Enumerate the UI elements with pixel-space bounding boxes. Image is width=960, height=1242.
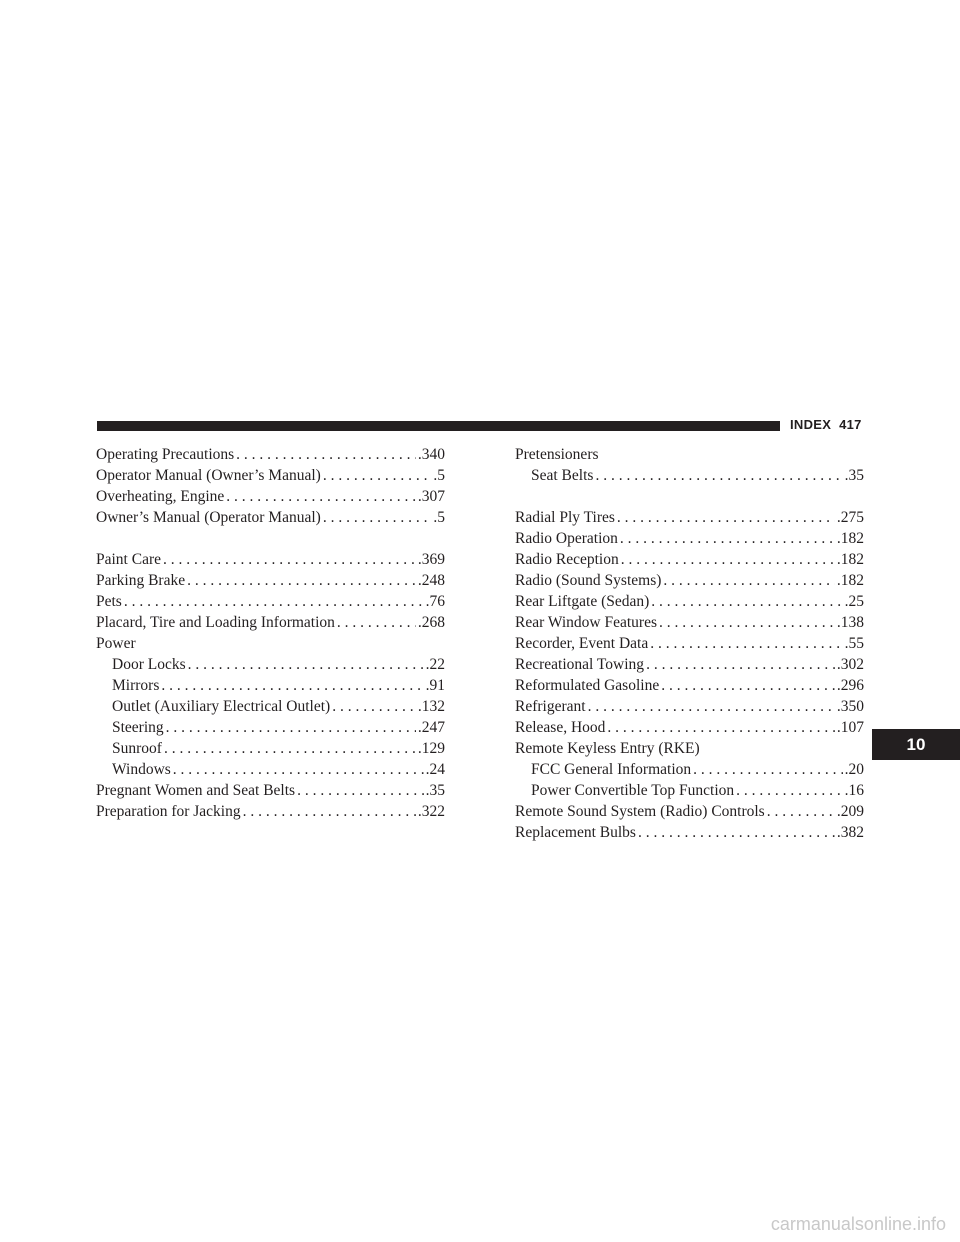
entry-page: .16 (844, 782, 864, 799)
dot-leader (243, 801, 416, 822)
index-entry (515, 507, 864, 528)
page-header (790, 417, 862, 432)
entry-page: .20 (844, 761, 864, 778)
entry-page: .340 (417, 446, 445, 463)
entry-page: .24 (425, 761, 445, 778)
dot-leader (323, 465, 432, 486)
index-heading: Remote Keyless Entry (RKE) (515, 740, 700, 757)
entry-title: Rear Liftgate (Sedan) (515, 593, 650, 610)
chapter-tab-label: 10 (906, 734, 926, 754)
dot-leader (650, 633, 842, 654)
dot-leader (164, 738, 416, 759)
entry-title: Recreational Towing (515, 656, 645, 673)
index-entry (515, 654, 864, 675)
index-entry (96, 465, 445, 486)
index-subentry (96, 738, 445, 759)
index-heading: Pretensioners (515, 446, 599, 463)
entry-title: Release, Hood (515, 719, 606, 736)
entry-page: .129 (417, 740, 445, 757)
entry-title: Pets (96, 593, 122, 610)
index-entry (515, 570, 864, 591)
dot-leader (620, 528, 835, 549)
index-column-right (515, 444, 864, 843)
index-entry (515, 549, 864, 570)
index-entry (515, 675, 864, 696)
entry-title: Sunroof (112, 740, 162, 757)
index-subentry (96, 717, 445, 738)
index-subentry (96, 675, 445, 696)
header-title: INDEX (790, 417, 832, 432)
entry-page: .268 (417, 614, 445, 631)
dot-leader (337, 612, 416, 633)
entry-title: Radio Operation (515, 530, 618, 547)
entry-title: Windows (112, 761, 171, 778)
entry-page: .182 (836, 551, 864, 568)
entry-page: .5 (433, 467, 445, 484)
dot-leader (124, 591, 424, 612)
index-subentry (96, 654, 445, 675)
entry-title: Recorder, Event Data (515, 635, 649, 652)
entry-title: Pregnant Women and Seat Belts (96, 782, 296, 799)
entry-page: .182 (836, 572, 864, 589)
entry-page: .25 (844, 593, 864, 610)
index-entry (515, 591, 864, 612)
entry-title: Replacement Bulbs (515, 824, 636, 841)
index-entry (96, 591, 445, 612)
entry-title: Mirrors (112, 677, 160, 694)
entry-title: Radio Reception (515, 551, 619, 568)
index-subentry (96, 696, 445, 717)
entry-page: .350 (836, 698, 864, 715)
index-subentry (96, 759, 445, 780)
entry-page: .307 (417, 488, 445, 505)
entry-page: .22 (425, 656, 445, 673)
entry-page: .5 (433, 509, 445, 526)
entry-title: Owner’s Manual (Operator Manual) (96, 509, 321, 526)
entry-page: .369 (417, 551, 445, 568)
dot-leader (659, 612, 835, 633)
index-heading: Power (96, 635, 136, 652)
entry-title: Refrigerant (515, 698, 586, 715)
dot-leader (646, 654, 835, 675)
entry-title: Door Locks (112, 656, 186, 673)
index-entry (96, 444, 445, 465)
entry-page: .138 (836, 614, 864, 631)
index-entry (515, 633, 864, 654)
entry-title: Parking Brake (96, 572, 186, 589)
header-rule (97, 421, 780, 431)
entry-title: FCC General Information (531, 761, 692, 778)
section-gap (96, 528, 445, 549)
index-entry (515, 801, 864, 822)
entry-page: .182 (836, 530, 864, 547)
entry-title: Rear Window Features (515, 614, 657, 631)
index-entry (96, 612, 445, 633)
entry-page: .35 (844, 467, 864, 484)
entry-page: .322 (417, 803, 445, 820)
dot-leader (767, 801, 835, 822)
watermark: carmanualsonline.info (770, 1214, 946, 1234)
dot-leader (163, 549, 416, 570)
entry-page: .382 (836, 824, 864, 841)
dot-leader (607, 717, 834, 738)
entry-page: .76 (425, 593, 445, 610)
entry-title: Preparation for Jacking (96, 803, 241, 820)
dot-leader (236, 444, 416, 465)
entry-title: Operating Precautions (96, 446, 235, 463)
section-gap (515, 486, 864, 507)
dot-leader (621, 549, 835, 570)
dot-leader (588, 696, 835, 717)
chapter-tab (872, 729, 960, 760)
index-entry (96, 570, 445, 591)
entry-title: Operator Manual (Owner’s Manual) (96, 467, 321, 484)
entry-title: Reformulated Gasoline (515, 677, 660, 694)
entry-title: Steering (112, 719, 164, 736)
entry-page: .132 (417, 698, 445, 715)
entry-page: .107 (836, 719, 864, 736)
dot-leader (661, 675, 835, 696)
index-subentry (515, 780, 864, 801)
entry-page: .55 (844, 635, 864, 652)
index-entry (96, 801, 445, 822)
index-entry (515, 822, 864, 843)
dot-leader (595, 465, 842, 486)
entry-title: Radial Ply Tires (515, 509, 615, 526)
entry-page: .91 (425, 677, 445, 694)
dot-leader (651, 591, 842, 612)
dot-leader (323, 507, 432, 528)
dot-leader (188, 654, 424, 675)
entry-page: .275 (836, 509, 864, 526)
index-entry (96, 549, 445, 570)
index-subentry (515, 759, 864, 780)
dot-leader (663, 570, 834, 591)
entry-title: Outlet (Auxiliary Electrical Outlet) (112, 698, 331, 715)
page-number: 417 (839, 417, 862, 432)
entry-page: .209 (836, 803, 864, 820)
index-entry (515, 717, 864, 738)
dot-leader (736, 780, 842, 801)
entry-title: Remote Sound System (Radio) Controls (515, 803, 765, 820)
dot-leader (226, 486, 416, 507)
entry-page: .247 (417, 719, 445, 736)
entry-title: Seat Belts (531, 467, 594, 484)
index-entry (515, 612, 864, 633)
entry-page: .302 (836, 656, 864, 673)
dot-leader (161, 675, 423, 696)
index-column-left (96, 444, 445, 822)
dot-leader (297, 780, 424, 801)
entry-page: .248 (417, 572, 445, 589)
index-entry (515, 528, 864, 549)
dot-leader (173, 759, 424, 780)
entry-page: .296 (836, 677, 864, 694)
dot-leader (166, 717, 416, 738)
dot-leader (693, 759, 842, 780)
index-subentry (515, 465, 864, 486)
index-entry (96, 507, 445, 528)
entry-title: Overheating, Engine (96, 488, 225, 505)
entry-title: Power Convertible Top Function (531, 782, 735, 799)
entry-title: Radio (Sound Systems) (515, 572, 662, 589)
index-entry (515, 696, 864, 717)
dot-leader (187, 570, 416, 591)
index-entry (96, 486, 445, 507)
dot-leader (638, 822, 835, 843)
entry-title: Paint Care (96, 551, 161, 568)
entry-title: Placard, Tire and Loading Information (96, 614, 335, 631)
dot-leader (617, 507, 835, 528)
entry-page: .35 (425, 782, 445, 799)
dot-leader (332, 696, 416, 717)
index-entry (96, 780, 445, 801)
